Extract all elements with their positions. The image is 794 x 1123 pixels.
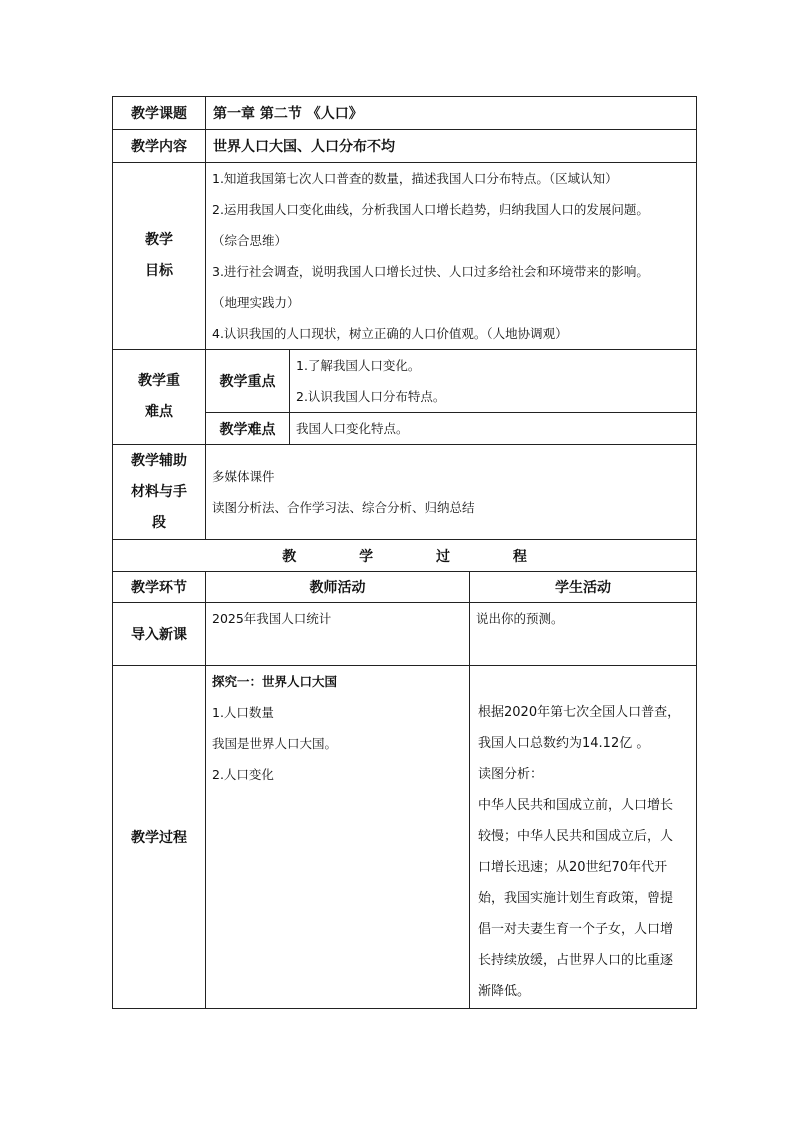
student-activity-line: 口增长迅速；从20世纪70年代开	[478, 860, 668, 875]
process-title	[113, 540, 697, 572]
key-point-item: 1.了解我国人口变化。	[296, 358, 421, 373]
topic-value: 第一章 第二节 《人口》	[206, 97, 697, 130]
key-difficult-label	[113, 350, 206, 445]
main-teacher	[206, 666, 470, 1009]
teacher-activity-line: 1.人口数量	[212, 705, 274, 720]
teacher-activity-line: 2.人口变化	[212, 767, 274, 782]
goals-label-line2: 目标	[145, 263, 173, 279]
student-activity-line: 长持续放缓，占世界人口的比重逐	[478, 953, 674, 968]
teacher-activity-line: 探究一：世界人口大国	[212, 674, 338, 689]
process-title-char: 教	[282, 548, 297, 565]
intro-row	[113, 603, 697, 666]
key-points-label: 教学重点	[206, 350, 290, 413]
intro-teacher-text: 2025年我国人口统计	[212, 611, 332, 626]
key-difficult-label-line1: 教学重	[138, 373, 180, 389]
process-title-char: 程	[512, 548, 527, 565]
main-process-row	[113, 666, 697, 1009]
content-label: 教学内容	[113, 130, 206, 163]
topic-row	[113, 97, 697, 130]
aids-label-line1: 教学辅助	[131, 452, 187, 469]
key-difficult-label-line2: 难点	[145, 404, 173, 420]
goals-label	[113, 163, 206, 350]
col-teacher-header: 教师活动	[206, 572, 470, 603]
lesson-plan-table	[112, 96, 697, 1009]
key-point-item: 2.认识我国人口分布特点。	[296, 389, 446, 404]
student-activity-line: 我国人口总数约为14.12亿 。	[478, 736, 650, 751]
process-title-char: 过	[435, 548, 450, 565]
student-activity-line: 读图分析：	[478, 767, 544, 782]
intro-teacher	[206, 603, 470, 666]
process-title-char: 学	[359, 548, 374, 565]
goal-item: 2.运用我国人口变化曲线，分析我国人口增长趋势，归纳我国人口的发展问题。	[212, 202, 649, 217]
aids-label-line2: 材料与手	[131, 483, 187, 500]
student-activity-line: 渐降低。	[478, 984, 531, 999]
difficult-point-item: 我国人口变化特点。	[296, 421, 409, 436]
col-student-header: 学生活动	[470, 572, 697, 603]
difficult-points-label: 教学难点	[206, 413, 290, 445]
student-activity-line: 始，我国实施计划生育政策，曾提	[478, 891, 674, 906]
lesson-plan-page	[112, 96, 696, 1009]
col-stage-header: 教学环节	[113, 572, 206, 603]
goals-row	[113, 163, 697, 350]
goal-item: 4.认识我国的人口现状，树立正确的人口价值观。（人地协调观）	[212, 326, 568, 341]
aid-item: 多媒体课件	[212, 469, 275, 484]
aids-row	[113, 445, 697, 540]
intro-student-text: 说出你的预测。	[476, 611, 564, 626]
aid-item: 读图分析法、合作学习法、综合分析、归纳总结	[212, 500, 475, 515]
goal-item: 3.进行社会调查，说明我国人口增长过快、人口过多给社会和环境带来的影响。	[212, 264, 649, 279]
aids-list	[206, 445, 697, 540]
topic-label: 教学课题	[113, 97, 206, 130]
student-activity-line: 较慢；中华人民共和国成立后，人	[478, 829, 674, 844]
main-student	[470, 666, 697, 1009]
difficult-points-value	[290, 413, 697, 445]
teacher-activity-line: 我国是世界人口大国。	[212, 736, 338, 751]
content-value: 世界人口大国、人口分布不均	[206, 130, 697, 163]
goals-list	[206, 163, 697, 350]
intro-stage: 导入新课	[113, 603, 206, 666]
goal-item: （综合思维）	[212, 233, 288, 248]
aids-label-line3: 段	[152, 514, 166, 531]
student-activity-line: 倡一对夫妻生育一个子女，人口增	[478, 922, 674, 937]
goal-item: 1.知道我国第七次人口普查的数量，描述我国人口分布特点。（区域认知）	[212, 171, 618, 186]
key-points-list	[290, 350, 697, 413]
key-points-row	[113, 350, 697, 413]
goal-item: （地理实践力）	[212, 295, 300, 310]
content-row	[113, 130, 697, 163]
student-activity-line: 根据2020年第七次全国人口普查，	[478, 705, 681, 720]
intro-student	[470, 603, 697, 666]
student-activity-line: 中华人民共和国成立前，人口增长	[478, 798, 674, 813]
goals-label-line1: 教学	[145, 232, 173, 248]
process-header-row	[113, 572, 697, 603]
process-title-row	[113, 540, 697, 572]
aids-label	[113, 445, 206, 540]
main-stage: 教学过程	[113, 666, 206, 1009]
